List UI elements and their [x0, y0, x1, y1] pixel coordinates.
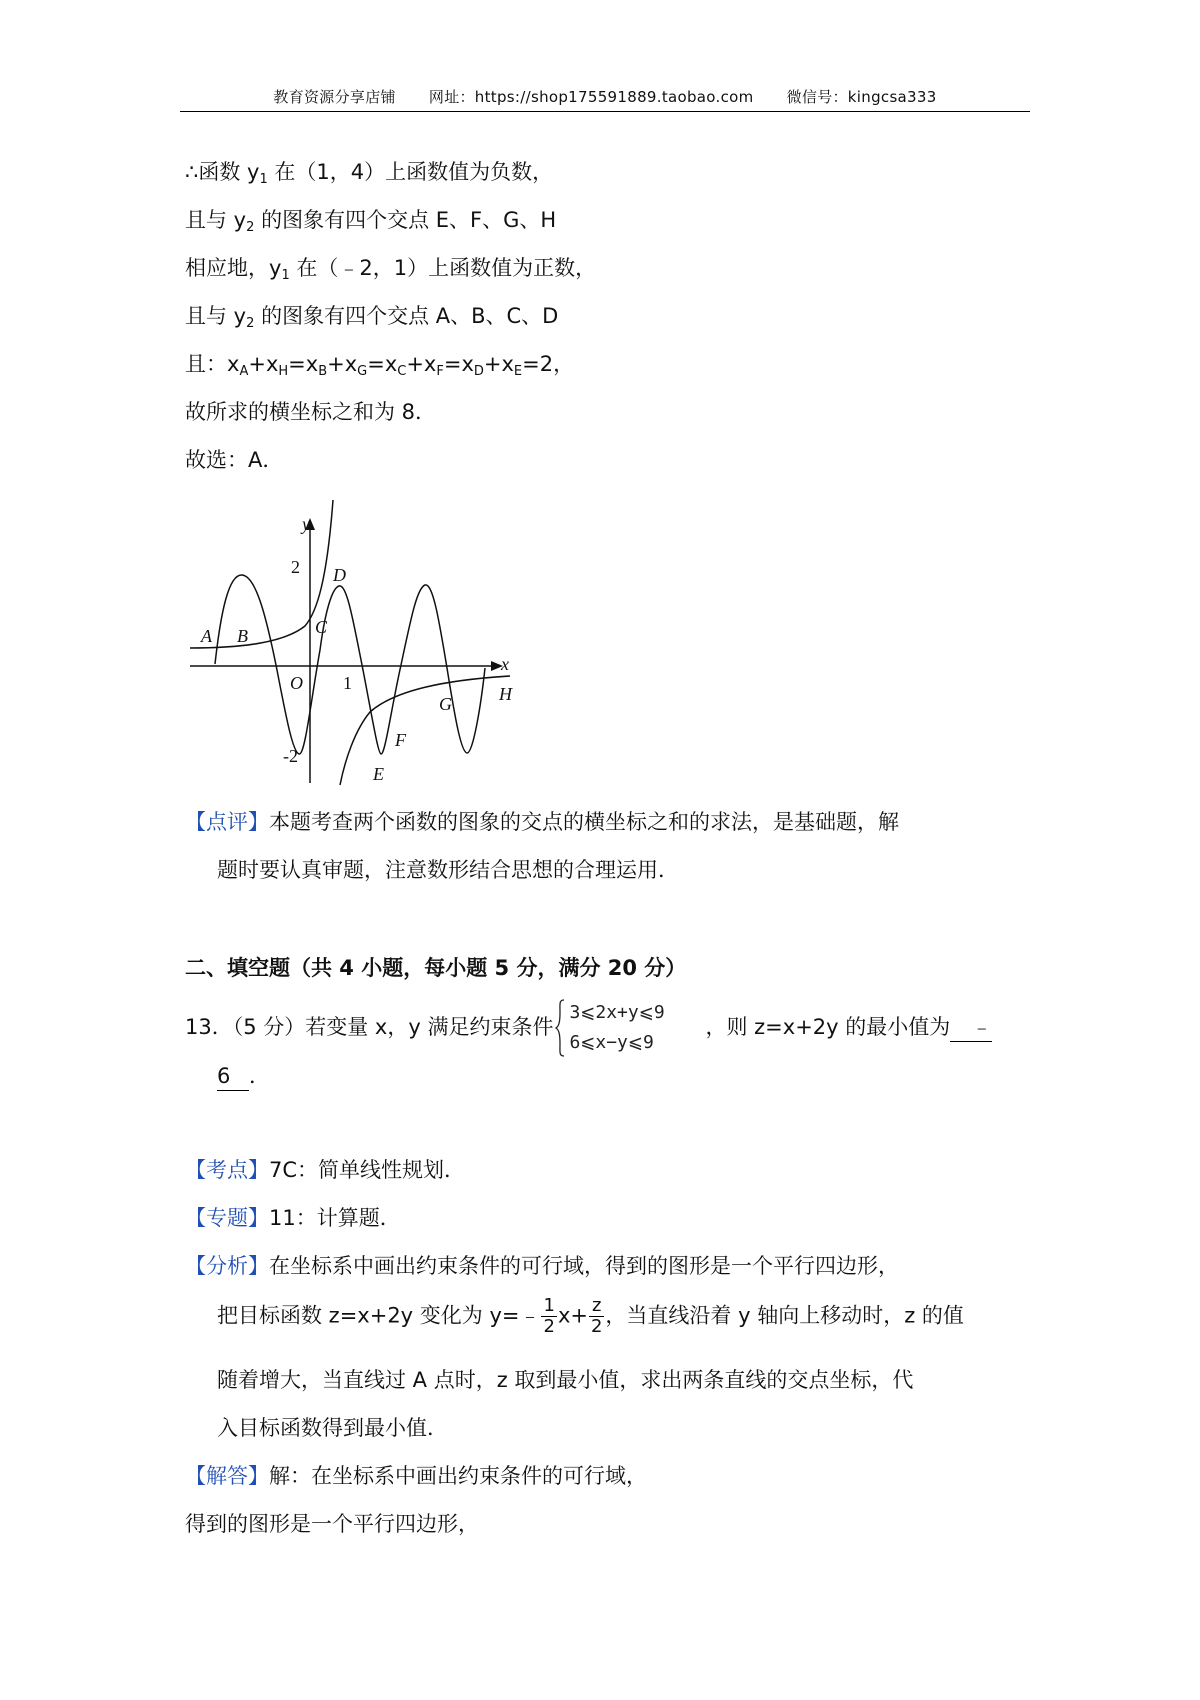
fenxi-tag: 【分析】: [185, 1254, 269, 1278]
solution-line-6: 故所求的横坐标之和为 8．: [185, 400, 437, 424]
solution-line-3: 相应地，$y_1$ 在（﹣2，1）上函数值为正数，: [185, 256, 597, 283]
solution-line-1: ∴函数 $y_1$ 在（1，4）上函数值为负数，: [185, 160, 554, 187]
y-axis-label: y: [302, 514, 310, 534]
fraction-one-half: $\frac{1}{2}$: [543, 1295, 555, 1337]
constraint-system: [555, 998, 703, 1058]
jieda-line-2: 得到的图形是一个平行四边形，: [185, 1512, 479, 1536]
jieda-tag: 【解答】: [185, 1464, 269, 1488]
zhuanti-tag: 【专题】: [185, 1206, 269, 1230]
section-title: 二、填空题（共 4 小题，每小题 5 分，满分 20 分）: [185, 956, 687, 980]
question-13-answer-line: 6 ．: [217, 1062, 270, 1091]
tick-label-2: 2: [291, 557, 300, 577]
jieda-line-1: 【解答】解：在坐标系中画出约束条件的可行域，: [185, 1464, 647, 1488]
point-label-D: D: [333, 565, 346, 585]
zhuanti-line: 【专题】11：计算题．: [185, 1206, 401, 1230]
point-label-E: E: [373, 764, 384, 784]
point-label-H: H: [499, 684, 512, 704]
curve-y1-right-branch: [340, 676, 510, 785]
fraction-z-half: $\frac{z}{2}$: [590, 1295, 603, 1337]
constraint-1: 3⩽2x+y⩽9: [569, 1002, 665, 1023]
left-brace-icon: [555, 998, 565, 1058]
point-label-F: F: [395, 730, 406, 750]
question-13-stem: 13．（5 分）若变量 x，y 满足约束条件 3⩽2x+y⩽9 6⩽x−y⩽9 ，则 z=x+2y 的最小值为 ﹣: [185, 998, 992, 1058]
fenxi-line-2: 把目标函数 z=x+2y 变化为 y=﹣ $\frac{1}{2}$ x+ $\frac{z}{2}$ ，当直线沿着 y 轴向上移动时，z 的值: [217, 1295, 964, 1337]
answer-blank-part1: ﹣: [950, 1013, 992, 1042]
fenxi-line-1: 【分析】在坐标系中画出约束条件的可行域，得到的图形是一个平行四边形，: [185, 1254, 899, 1278]
comment-line-1: 【点评】本题考查两个函数的图象的交点的横坐标之和的求法，是基础题，解: [185, 810, 899, 834]
solution-line-4: 且与 $y_2$ 的图象有四个交点 A、B、C、D: [185, 304, 559, 331]
kaodian-line: 【考点】7C：简单线性规划．: [185, 1158, 466, 1182]
comment-tag: 【点评】: [185, 810, 269, 834]
header-rule: [180, 111, 1030, 112]
tick-label-1: 1: [343, 673, 352, 693]
header-shop: 教育资源分享店铺: [273, 88, 396, 106]
header-url: 网址：https://shop175591889.taobao.com: [428, 88, 754, 106]
solution-line-5: 且：$x_A+x_H=x_B+x_G=x_C+x_F=x_D+x_E=2$，: [185, 352, 575, 379]
constraint-2: 6⩽x−y⩽9: [569, 1032, 654, 1053]
point-label-G: G: [439, 694, 452, 714]
point-label-C: C: [315, 617, 328, 637]
answer-blank-part2: 6: [217, 1062, 249, 1091]
page-header: [180, 86, 1030, 107]
tick-label-neg2: -2: [283, 746, 298, 766]
function-graph-figure: [185, 500, 545, 790]
solution-line-2: 且与 $y_2$ 的图象有四个交点 E、F、G、H: [185, 208, 557, 235]
header-wechat: 微信号：kingcsa333: [786, 88, 937, 106]
origin-label: O: [290, 673, 303, 693]
comment-line-2: 题时要认真审题，注意数形结合思想的合理运用．: [217, 858, 679, 882]
fenxi-line-4: 入目标函数得到最小值．: [217, 1416, 448, 1440]
fenxi-line-3: 随着增大，当直线过 A 点时，z 取到最小值，求出两条直线的交点坐标，代: [217, 1368, 914, 1392]
kaodian-tag: 【考点】: [185, 1158, 269, 1182]
solution-line-7: 故选：A．: [185, 448, 284, 472]
x-axis-label: x: [501, 654, 509, 674]
point-label-A: A: [201, 626, 212, 646]
curve-y2-sine: [215, 575, 485, 754]
point-label-B: B: [237, 626, 248, 646]
